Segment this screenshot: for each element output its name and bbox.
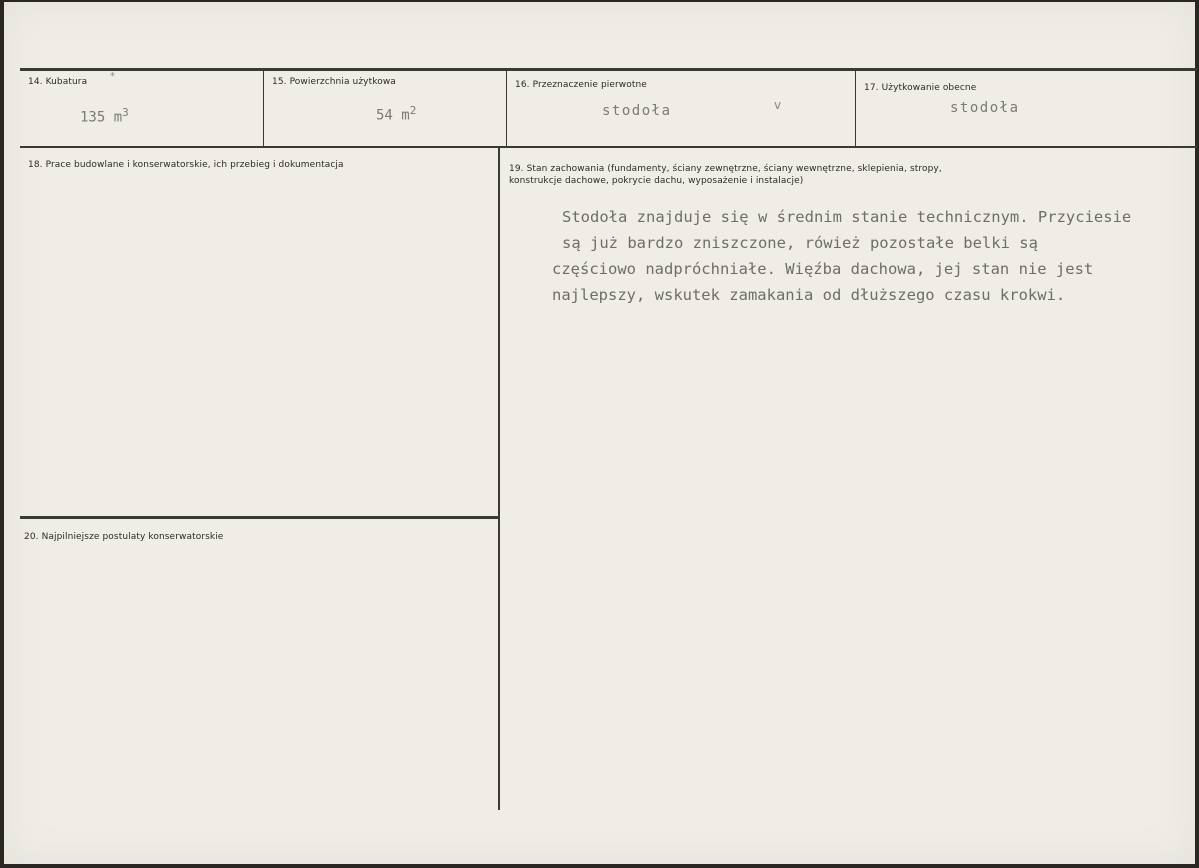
field-17-label: 17. Użytkowanie obecne bbox=[864, 83, 977, 93]
condition-paragraph bbox=[552, 204, 1131, 308]
document-card bbox=[4, 2, 1195, 864]
field-20-label: 20. Najpilniejsze postulaty konserwatorskie bbox=[24, 532, 224, 542]
col-divider-2 bbox=[506, 71, 507, 146]
field-15-label: 15. Powierzchnia użytkowa bbox=[272, 77, 396, 87]
area-exponent: 2 bbox=[409, 104, 417, 117]
section-divider bbox=[20, 516, 500, 519]
field-14-value bbox=[80, 106, 129, 126]
paragraph-line: najlepszy, wskutek zamakania od dłuższego czasu krokwi. bbox=[552, 286, 1066, 304]
area-number: 54 bbox=[376, 107, 393, 124]
field-18-label: 18. Prace budowlane i konserwatorskie, ich przebieg i dokumentacja bbox=[28, 160, 344, 170]
kubatura-exponent: 3 bbox=[122, 106, 129, 119]
check-mark: v bbox=[774, 98, 782, 112]
star-mark: * bbox=[110, 71, 115, 82]
row-divider bbox=[20, 146, 1197, 148]
kubatura-unit: m bbox=[113, 109, 123, 126]
paragraph-line: Stodoła znajduje się w średnim stanie technicznym. Przyciesie bbox=[562, 208, 1132, 226]
field-15-value bbox=[376, 104, 416, 124]
field-17-value: stodoła bbox=[950, 100, 1020, 116]
top-rule bbox=[20, 68, 1197, 71]
field-16-value: stodoła bbox=[602, 103, 672, 119]
field-19-label-line1: 19. Stan zachowania (fundamenty, ściany zewnętrzne, ściany wewnętrzne, sklepienia, stropy, bbox=[509, 164, 942, 174]
field-14-label: 14. Kubatura bbox=[28, 77, 88, 87]
field-19-label-line2: konstrukcje dachowe, pokrycie dachu, wyposażenie i instalacje) bbox=[509, 176, 804, 186]
kubatura-number: 135 bbox=[80, 109, 106, 126]
col-divider-1 bbox=[263, 71, 264, 146]
field-16-label: 16. Przeznaczenie pierwotne bbox=[515, 80, 647, 90]
paragraph-line: częściowo nadpróchniałe. Więźba dachowa, jej stan nie jest bbox=[552, 260, 1094, 278]
paragraph-line: są już bardzo zniszczone, rówież pozostałe belki są bbox=[562, 234, 1038, 252]
main-vertical-divider bbox=[498, 148, 500, 810]
area-unit: m bbox=[401, 107, 410, 124]
col-divider-3 bbox=[855, 71, 856, 146]
